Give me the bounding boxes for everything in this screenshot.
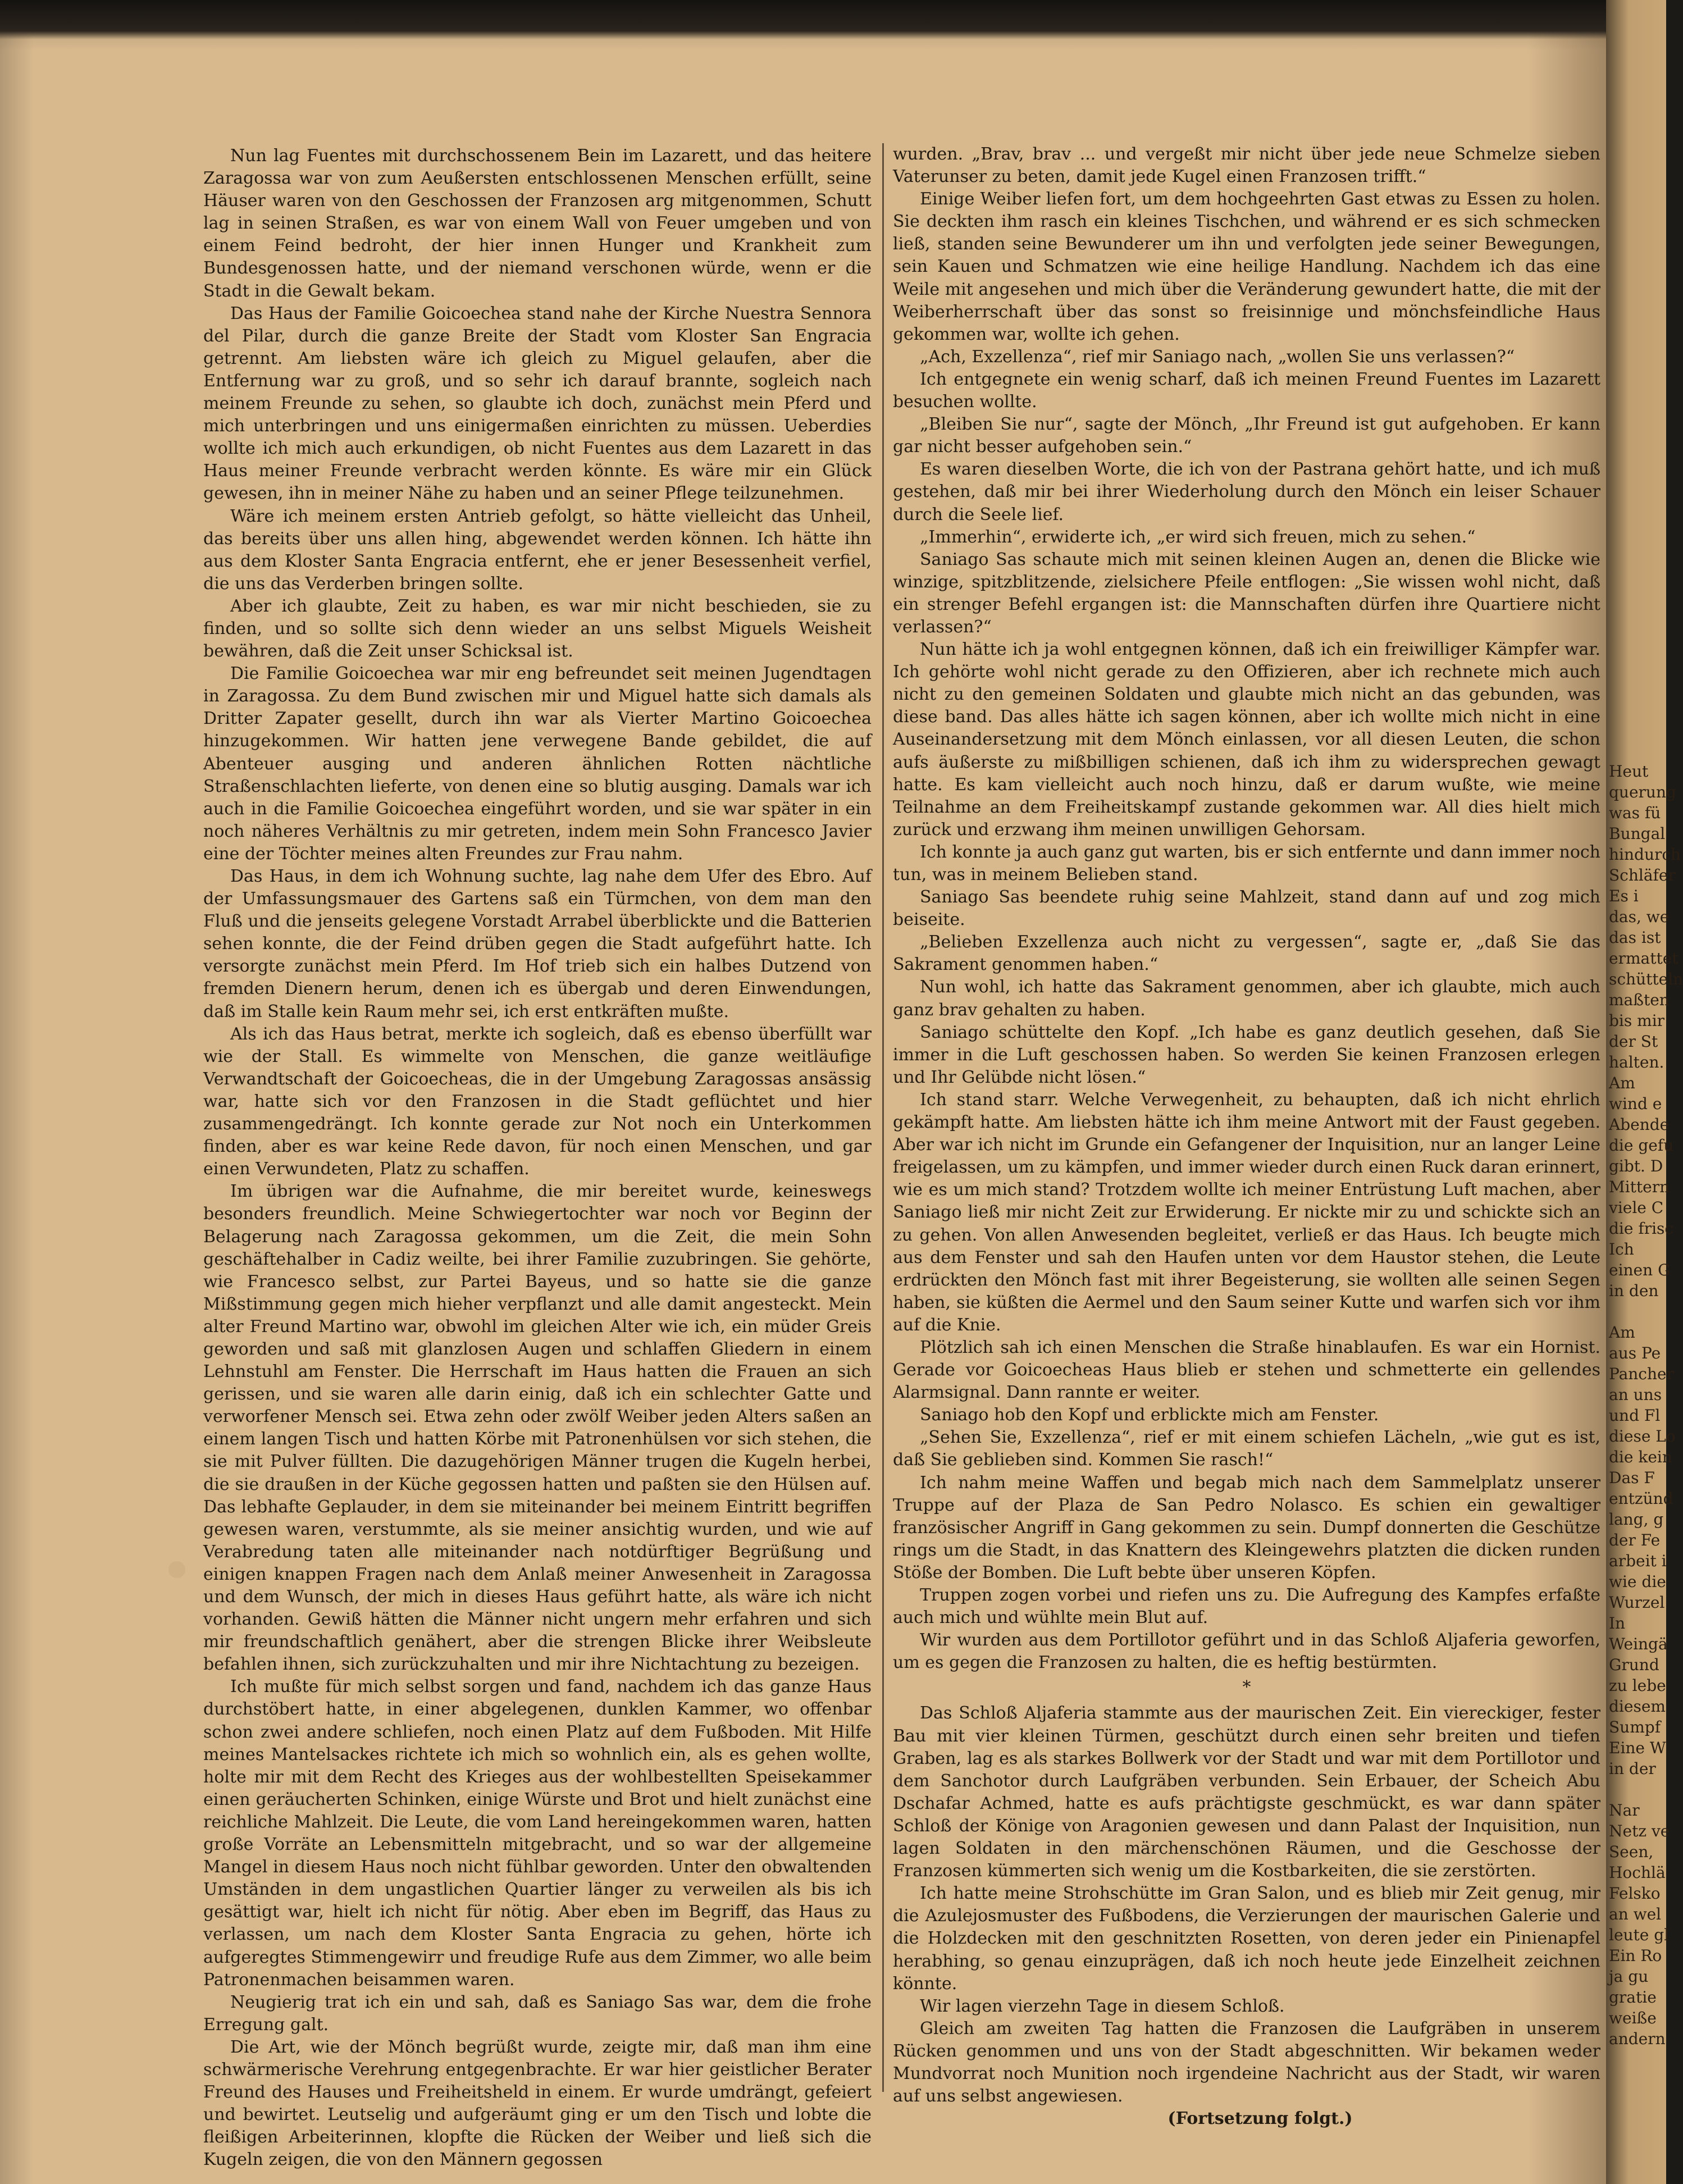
adjacent-text-fragment: die gefu — [1609, 1136, 1674, 1155]
article-paragraph: Wir lagen vierzehn Tage in diesem Schloß. — [920, 1996, 1285, 2016]
adjacent-text-fragment: Weingä — [1609, 1635, 1668, 1653]
article-paragraph: Saniago Sas beendete ruhig seine Mahlzeit, stand dann auf und zog mich beiseite. — [893, 887, 1600, 930]
adjacent-text-fragment: die frisc — [1609, 1219, 1674, 1238]
adjacent-text-fragment: der St — [1609, 1032, 1658, 1051]
adjacent-text-fragment: zu lebe — [1609, 1676, 1666, 1695]
adjacent-text-fragment: halten. — [1609, 1053, 1664, 1072]
adjacent-page-edge — [1606, 0, 1683, 2184]
adjacent-text-fragment: Seen, — [1609, 1843, 1654, 1861]
article-paragraph: Als ich das Haus betrat, merkte ich sogleich, daß es ebenso überfüllt war wie der Stall. Es wimmelte von Menschen, die ganze weitläufige Verwandtschaft der Goicoecheas, die in der Umgebung Zaragossas ansässig war, hatte sich vor den Franzosen in die Stadt geflüchtet und hier zusammengedrängt. Ich konnte gerade zur Not noch ein Unterkommen finden, aber es war keine Rede davon, für noch einen Menschen, und gar einen Verwundeten, Platz zu schaffen. — [203, 1024, 872, 1179]
adjacent-text-fragment: Abende — [1609, 1115, 1670, 1134]
adjacent-text-fragment: Am — [1609, 1074, 1635, 1092]
article-paragraph: Nun hätte ich ja wohl entgegnen können, daß ich ein freiwilliger Kämpfer war. Ich gehörte wohl nicht gerade zu den Offizieren, aber ich rechnete mich auch nicht zu den gemeinen Soldaten und glaubte mich nicht an das gebunden, was diese band. Das alles hätte ich sagen können, aber ich wollte mich nicht in eine Auseinandersetzung mit dem Mönch einlassen, vor all diesen Leuten, die schon aufs äußerste zu mißbilligen schienen, daß ich ihm zu widersprechen gewagt hatte. Es kam vielleicht auch noch hinzu, daß er darum wußte, wie meine Teilnahme an dem Freiheitskampf zustande gekommen war. All dies hielt mich zurück und erzwang ihm meinen unwilligen Gehorsam. — [893, 640, 1600, 840]
scan-top-edge — [0, 0, 1666, 39]
adjacent-text-fragment: Am — [1609, 1323, 1635, 1342]
article-paragraph: wurden. „Brav, brav ... und vergeßt mir nicht über jede neue Schmelze sieben Vaterunser zu beten, damit jede Kugel einen Franzosen trifft.“ — [893, 144, 1600, 187]
adjacent-text-fragment: in den — [1609, 1282, 1659, 1300]
adjacent-text-fragment: Nar — [1609, 1801, 1640, 1820]
adjacent-text-fragment: Schläfer — [1609, 866, 1676, 884]
article-paragraph: Ich entgegnete ein wenig scharf, daß ich meinen Freund Fuentes im Lazarett besuchen wollte. — [893, 369, 1600, 412]
article-paragraph: Ich hatte meine Strohschütte im Gran Salon, und es blieb mir Zeit genug, mir die Azulejosmuster des Fußbodens, die Verzierungen der maurischen Galerie und die Holzdecken mit den geschnitzten Rosetten, von deren jeder ein Pinienapfel herabhing, so genau einzuprägen, daß ich noch heute jede Einzelheit zeichnen könnte. — [893, 1884, 1600, 1994]
adjacent-text-fragment: wind e — [1609, 1095, 1662, 1113]
adjacent-text-fragment: wie die — [1609, 1572, 1666, 1591]
adjacent-text-fragment: Bungal — [1609, 824, 1666, 843]
article-paragraph: Das Schloß Aljaferia stammte aus der maurischen Zeit. Ein viereckiger, fester Bau mit vier kleinen Türmen, geschützt durch einen sehr breiten und tiefen Graben, lag es als starkes Bollwerk vor der Stadt und war mit dem Portillotor und dem Sanchotor durch Laufgräben verbunden. Sein Erbauer, der Scheich Abu Dschafar Achmed, hatte es aufs prächtigste geschmückt, es war dann später Schloß der Könige von Aragonien gewesen und dann Palast der Inquisition, nun lagen Soldaten in den märchenschönen Räumen, und die Geschosse der Franzosen kümmerten sich wenig um die Kostbarkeiten, die sie zerstörten. — [893, 1703, 1600, 1881]
adjacent-text-fragment: Netz ve — [1609, 1822, 1670, 1840]
adjacent-text-fragment — [1609, 1779, 1665, 1800]
adjacent-text-fragment — [1609, 1301, 1665, 1322]
adjacent-text-fragment: Grund — [1609, 1656, 1659, 1674]
adjacent-text-fragment: Das F — [1609, 1469, 1655, 1487]
article-paragraph: „Ach, Exzellenza“, rief mir Saniago nach, „wollen Sie uns verlassen?“ — [920, 346, 1515, 367]
adjacent-text-fragment: arbeit i — [1609, 1552, 1667, 1570]
article-paragraph: Einige Weiber liefen fort, um dem hochgeehrten Gast etwas zu Essen zu holen. Sie deckten ihm rasch ein kleines Tischchen, und während er es sich schmecken ließ, standen seine Bewunderer um ihn und verfolgten jede seiner Bewegungen, sein Kauen und Schmatzen wie eine heilige Handlung. Nachdem ich das eine Weile mit angesehen und mich über die Veränderung gewundert hatte, die mit der Weiberherrschaft über das sonst so freisinnige und mönchsfeindliche Haus gekommen war, wollte ich gehen. — [893, 189, 1600, 344]
article-paragraph: Die Familie Goicoechea war mir eng befreundet seit meinen Jugendtagen in Zaragossa. Zu dem Bund zwischen mir und Miguel hatte sich damals als Dritter Zapater gesellt, durch ihn war als Vierter Martino Goicoechea hinzugekommen. Wir hatten jene verwegene Bande gebildet, die auf Abenteuer ausging und anderen ähnlichen Rotten nächtliche Straßenschlachten lieferte, von denen eine so blutig ausging. Damals war ich auch in die Familie Goicoechea eingeführt worden, und sie war später in ein noch näheres Verhältnis zu mir getreten, indem mein Sohn Francesco Javier eine der Töchter meines alten Freundes zur Frau nahm. — [203, 664, 872, 864]
adjacent-text-fragment: schütteln — [1609, 970, 1683, 988]
adjacent-text-fragment: bis mir — [1609, 1011, 1665, 1030]
adjacent-text-fragment: leute gl — [1609, 1926, 1670, 1944]
left-text-column — [203, 145, 872, 2171]
article-paragraph: Ich nahm meine Waffen und begab mich nach dem Sammelplatz unserer Truppe auf der Plaza de San Pedro Nolasco. Es schien ein gewaltiger französischer Angriff in Gang gekommen zu sein. Dumpf donnerten die Geschütze rings um die Stadt, in das Knattern des Kleingewehrs platzten die dicken runden Stöße der Bomben. Die Luft bebte über unseren Köpfen. — [893, 1472, 1600, 1583]
section-break-star: * — [1242, 1677, 1251, 1698]
article-paragraph: Nun wohl, ich hatte das Sakrament genommen, aber ich glaubte, mich auch ganz brav gehalten zu haben. — [893, 977, 1600, 1020]
article-paragraph: Das Haus, in dem ich Wohnung suchte, lag nahe dem Ufer des Ebro. Auf der Umfassungsmauer des Gartens saß ein Türmchen, von dem man den Fluß und die jenseits gelegene Vorstadt Arrabel überblickte und die Batterien sehen konnte, die der Feind drüben gegen die Stadt aufgeführt hatte. Ich versorgte zunächst mein Pferd. Im Hof trieb sich ein halbes Dutzend von fremden Dienern herum, denen ich es übergab und deren Einwendungen, daß im Stalle kein Raum mehr sei, ich erst entkräften mußte. — [203, 867, 872, 1022]
adjacent-text-fragment: andern — [1609, 2030, 1666, 2048]
adjacent-text-fragment: ja gu — [1609, 1967, 1649, 1986]
adjacent-text-fragment: In — [1609, 1614, 1626, 1633]
right-text-column — [893, 143, 1600, 2130]
adjacent-text-fragment: viele C — [1609, 1198, 1664, 1217]
article-paragraph: Im übrigen war die Aufnahme, die mir bereitet wurde, keineswegs besonders freundlich. Meine Schwiegertochter war noch vor Beginn der Belagerung nach Zaragossa gekommen, um die Zeit, die mein Sohn geschäftehalber in Cadiz weilte, bei ihrer Familie zuzubringen. Sie gehörte, wie Francesco selbst, zur Partei Bayeus, und so hatte sie die ganze Mißstimmung gegen mich hieher verpflanzt und alle damit angesteckt. Mein alter Freund Martino war, obwohl im gleichen Alter wie ich, ein müder Greis geworden und saß mit glanzlosen Augen und schlaffen Gliedern in einem Lehnstuhl am Fenster. Die Herrschaft im Haus hatten die Frauen an sich gerissen, und sie waren alle darin einig, daß ich ein schlechter Gatte und verworfener Mensch sei. Etwa zehn oder zwölf Weiber jeden Alters saßen an einem langen Tisch und hatten Körbe mit Patronenhülsen vor sich stehen, die sie mit Pulver füllten. Die dazugehörigen Männer trugen die Kugeln herbei, die sie draußen in der Küche gegossen hatten und paßten sie den Hülsen auf. Das lebhafte Geplauder, in dem sie miteinander bei meinem Eintritt begriffen gewesen waren, verstummte, als sie meiner ansichtig wurden, und wie auf Verabredung taten alle miteinander nach notdürftiger Begrüßung und einigen knappen Fragen nach dem Anlaß meiner Anwesenheit in Zaragossa und dem Wunsch, der mich in dieses Haus geführt hatte, als wäre ich nicht vorhanden. Gewiß hätten die Männer nicht ungern mehr erfahren und sich mir freundschaftlich genähert, aber die strengen Blicke ihrer Weibsleute befahlen ihnen, sich zurückzuhalten und mir ihre Nichtachtung zu bezeigen. — [203, 1182, 872, 1675]
adjacent-text-fragment: gibt. D — [1609, 1157, 1663, 1175]
article-paragraph: Truppen zogen vorbei und riefen uns zu. Die Aufregung des Kampfes erfaßte auch mich und wühlte mein Blut auf. — [893, 1585, 1600, 1628]
article-paragraph: „Immerhin“, erwiderte ich, „er wird sich freuen, mich zu sehen.“ — [920, 527, 1476, 547]
article-paragraph: Saniago Sas schaute mich mit seinen kleinen Augen an, denen die Blicke wie winzige, spitzblitzende, zielsichere Pfeile entflogen: „Sie wissen wohl nicht, daß ein strenger Befehl ergangen ist: die Mannschaften dürfen ihre Quartiere nicht verlassen?“ — [893, 549, 1600, 637]
adjacent-text-fragment: die kein — [1609, 1448, 1672, 1466]
adjacent-text-fragment: Hochlä — [1609, 1863, 1666, 1882]
adjacent-text-fragment: Es i — [1609, 887, 1639, 905]
paper-stain — [168, 1561, 185, 1578]
article-paragraph: „Belieben Exzellenza auch nicht zu vergessen“, sagte er, „daß Sie das Sakrament genommen haben.“ — [893, 932, 1600, 975]
adjacent-text-fragment: Eine W — [1609, 1739, 1666, 1757]
article-paragraph: Das Haus der Familie Goicoechea stand nahe der Kirche Nuestra Sennora del Pilar, durch die ganze Breite der Stadt vom Kloster San Engracia getrennt. Am liebsten wäre ich gleich zu Miguel gelaufen, aber die Entfernung war zu groß, und so sehr ich darauf brannte, sogleich nach meinem Freunde zu sehen, so glaubte ich doch, zunächst mein Pferd und mich unterbringen und uns einigermaßen einrichten zu müssen. Ueberdies wollte ich mich auch erkundigen, ob nicht Fuentes aus dem Lazarett in das Haus meiner Freunde verbracht werden könnte. Es wäre mir ein Glück gewesen, ihn in meiner Nähe zu haben und an seiner Pflege teilzunehmen. — [203, 303, 872, 504]
adjacent-text-fragment: Pancher — [1609, 1365, 1674, 1383]
adjacent-text-fragment: in der — [1609, 1759, 1656, 1778]
article-paragraph: Saniago hob den Kopf und erblickte mich am Fenster. — [920, 1405, 1379, 1425]
article-paragraph: Ich mußte für mich selbst sorgen und fand, nachdem ich das ganze Haus durchstöbert hatte, in einer abgelegenen, dunklen Kammer, wo offenbar schon zwei andere schliefen, noch einen Platz auf dem Fußboden. Mit Hilfe meines Mantelsackes richtete ich mich so wohnlich ein, als es gehen wollte, holte mir mit dem Recht des Krieges aus der wohlbestellten Speisekammer einen geräucherten Schinken, einige Würste und Brot und hielt zunächst eine reichliche Mahlzeit. Die Leute, die vom Land hereingekommen waren, hatten große Vorräte an Lebensmitteln mitgebracht, und so war der allgemeine Mangel in diesem Haus noch nicht fühlbar geworden. Unter den obwaltenden Umständen in dem ungastlichen Quartier länger zu verweilen als bis ich gesättigt war, hielt ich nicht für nötig. Aber eben im Begriff, das Haus zu verlassen, um nach dem Kloster Santa Engracia zu gehen, hörte ich aufgeregtes Stimmengewirr und freudige Rufe aus dem Zimmer, wo alle beim Patronenmachen beisammen waren. — [203, 1677, 872, 1990]
article-paragraph: Saniago schüttelte den Kopf. „Ich habe es ganz deutlich gesehen, daß Sie immer in die Luft geschossen haben. So werden Sie keinen Franzosen erlegen und Ihr Gelübde nicht lösen.“ — [893, 1022, 1600, 1087]
adjacent-text-fragment: hindurch — [1609, 845, 1681, 864]
adjacent-text-fragment: Wurzel — [1609, 1593, 1665, 1612]
adjacent-text-fragment: und Fl — [1609, 1406, 1661, 1425]
adjacent-text-fragment: diese Lo — [1609, 1427, 1676, 1446]
adjacent-text-fragment: weiße — [1609, 2009, 1657, 2027]
adjacent-text-fragment: gratie — [1609, 1988, 1657, 2007]
article-paragraph: Wir wurden aus dem Portillotor geführt und in das Schloß Aljaferia geworfen, um es gegen die Franzosen zu halten, die es heftig bestürmten. — [893, 1630, 1600, 1673]
continuation-note: (Fortsetzung folgt.) — [1167, 2109, 1353, 2129]
adjacent-text-fragment: ermattet — [1609, 949, 1679, 968]
adjacent-page-text — [1609, 761, 1683, 2049]
article-paragraph: Aber ich glaubte, Zeit zu haben, es war mir nicht beschieden, sie zu finden, und so sollte sich denn wieder an uns selbst Miguels Weisheit bewähren, daß die Zeit unser Schicksal ist. — [203, 596, 872, 662]
adjacent-text-fragment: an uns — [1609, 1385, 1662, 1404]
adjacent-text-fragment: Sumpf — [1609, 1718, 1661, 1736]
article-paragraph: Neugierig trat ich ein und sah, daß es Saniago Sas war, dem die frohe Erregung galt. — [203, 1992, 872, 2035]
article-paragraph: Gleich am zweiten Tag hatten die Franzosen die Laufgräben in unserem Rücken genommen und uns von der Stadt abgeschnitten. Wir bekamen weder Mundvorrat noch Munition noch irgendeine Nachricht aus der Stadt, wir waren auf uns selbst angewiesen. — [893, 2018, 1600, 2107]
adjacent-text-fragment: das, we — [1609, 908, 1670, 926]
adjacent-text-fragment: diesem — [1609, 1697, 1666, 1716]
article-paragraph: „Bleiben Sie nur“, sagte der Mönch, „Ihr Freund ist gut aufgehoben. Er kann gar nicht besser aufgehoben sein.“ — [893, 414, 1600, 457]
article-paragraph: Die Art, wie der Mönch begrüßt wurde, zeigte mir, daß man ihm eine schwärmerische Verehrung entgegenbrachte. Er war hier geistlicher Berater Freund des Hauses und Freiheitsheld in einem. Er wurde umdrängt, gefeiert und bewirtet. Leutselig und aufgeräumt ging er um den Tisch und lobte die fleißigen Arbeiterinnen, klopfte die Rücken der Weiber und ließ sich die Kugeln zeigen, die von den Männern gegossen — [203, 2037, 872, 2170]
adjacent-text-fragment: Heut — [1609, 762, 1649, 781]
adjacent-text-fragment: der Fe — [1609, 1531, 1661, 1549]
adjacent-text-fragment: einen G — [1609, 1261, 1671, 1279]
adjacent-text-fragment: Ich — [1609, 1240, 1634, 1259]
adjacent-text-fragment: lang, g — [1609, 1510, 1664, 1529]
article-paragraph: Es waren dieselben Worte, die ich von der Pastrana gehört hatte, und ich muß gestehen, daß mir bei ihrer Wiederholung durch den Mönch ein leiser Schauer durch die Seele lief. — [893, 459, 1600, 525]
adjacent-text-fragment: entzünd — [1609, 1489, 1673, 1508]
adjacent-text-fragment: maßten — [1609, 991, 1670, 1009]
article-paragraph: Nun lag Fuentes mit durchschossenem Bein im Lazarett, und das heitere Zaragossa war von zum Aeußersten entschlossenen Menschen erfüllt, seine Häuser waren von den Geschossen der Franzosen arg mitgenommen, Schutt lag in seinen Straßen, es war von einem Wall von Feuer umgeben und von einem Feind bedroht, der hier innen Hunger und Krankheit zum Bundesgenossen hatte, und der niemand verschonen würde, wenn er die Stadt in die Gewalt bekam. — [203, 146, 872, 301]
article-paragraph: „Sehen Sie, Exzellenza“, rief er mit einem schiefen Lächeln, „wie gut es ist, daß Sie geblieben sind. Kommen Sie rasch!“ — [893, 1428, 1600, 1470]
article-paragraph: Wäre ich meinem ersten Antrieb gefolgt, so hätte vielleicht das Unheil, das bereits über uns allen hing, abgewendet werden können. Ich hätte ihn aus dem Kloster Santa Engracia entfernt, ehe er jener Besessenheit verfiel, die uns das Verderben bringen sollte. — [203, 506, 872, 594]
adjacent-text-fragment: aus Pe — [1609, 1344, 1661, 1362]
adjacent-text-fragment: Felsko — [1609, 1884, 1661, 1903]
article-paragraph: Ich konnte ja auch ganz gut warten, bis er sich entfernte und dann immer noch tun, was in meinem Belieben stand. — [893, 842, 1600, 884]
article-paragraph: Plötzlich sah ich einen Menschen die Straße hinablaufen. Es war ein Hornist. Gerade vor Goicoecheas Haus blieb er stehen und schmetterte ein gellendes Alarmsignal. Dann rannte er weiter. — [893, 1337, 1600, 1403]
adjacent-text-fragment: das ist — [1609, 928, 1661, 947]
article-paragraph: Ich stand starr. Welche Verwegenheit, zu behaupten, daß ich nicht ehrlich gekämpft hatte. Am liebsten hätte ich ihm meine Antwort mit der Faust gegeben. Aber war ich nicht im Grunde ein Gefangener der Inquisition, nur an langer Leine freigelassen, um zu kämpfen, und immer wieder durch einen Ruck daran erinnert, wie es um mich stand? Trotzdem wollte ich meiner Entrüstung Luft machen, aber Saniago ließ mir nicht Zeit zur Erwiderung. Er nickte mir zu und schickte sich an zu gehen. Von allen Anwesenden begleitet, verließ er das Haus. Ich beugte mich aus dem Fenster und sah den Haufen unten vor dem Haustor stehen, die Leute erdrückten den Mönch fast mit ihrer Begeisterung, sie wollten alle seinen Segen haben, sie küßten die Aermel und den Saum seiner Kutte und warfen sich vor ihm auf die Knie. — [893, 1089, 1600, 1335]
adjacent-text-fragment: querung — [1609, 783, 1676, 801]
adjacent-text-fragment: was fü — [1609, 804, 1661, 822]
adjacent-text-fragment: an wel — [1609, 1905, 1662, 1923]
column-divider — [882, 143, 884, 2092]
adjacent-text-fragment: Ein Ro — [1609, 1946, 1662, 1965]
adjacent-text-fragment: Mittern — [1609, 1178, 1670, 1196]
